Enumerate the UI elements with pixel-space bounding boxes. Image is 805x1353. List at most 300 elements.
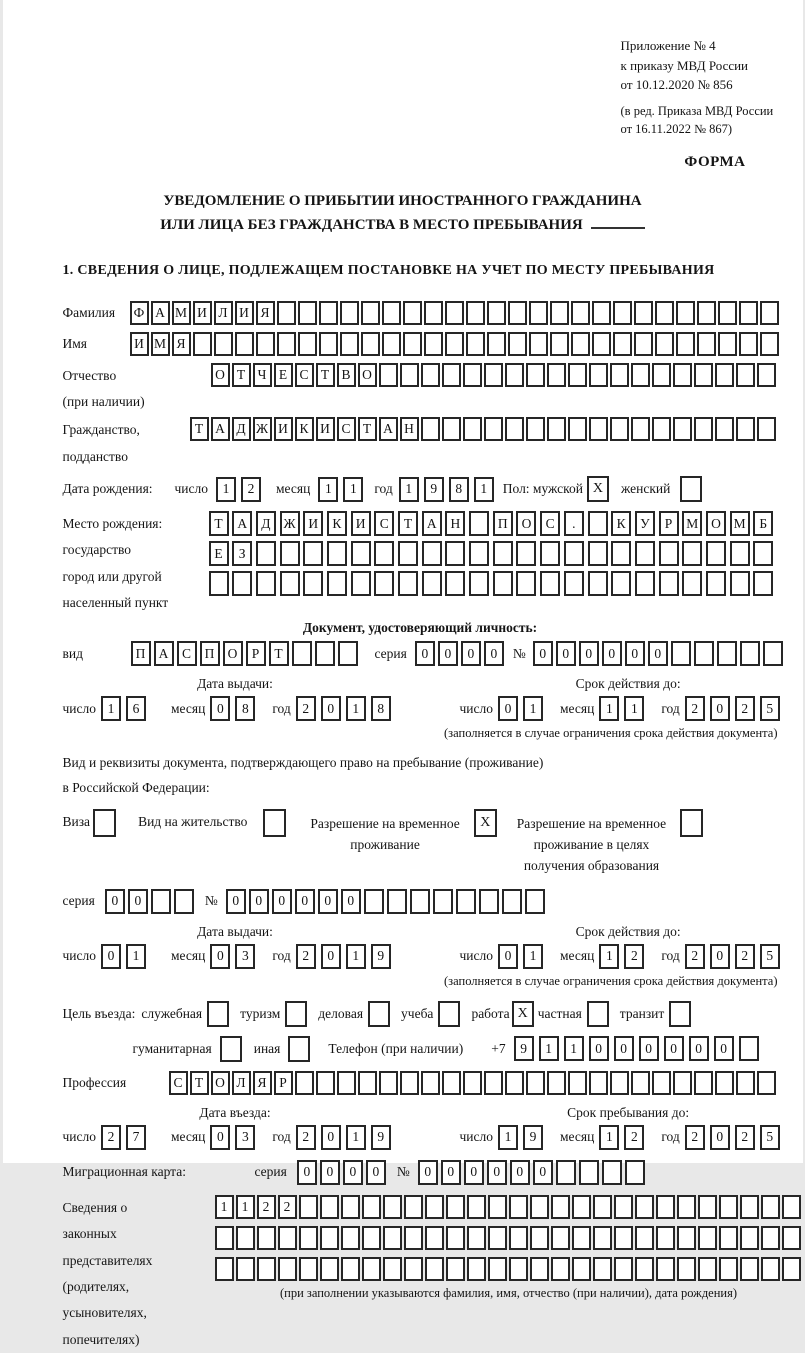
char-cell[interactable]: И: [316, 417, 335, 441]
char-cell[interactable]: К: [611, 511, 631, 536]
char-cell[interactable]: [718, 301, 737, 325]
char-cell[interactable]: [256, 541, 276, 566]
char-cell[interactable]: [592, 332, 611, 356]
char-cell[interactable]: 3: [235, 944, 255, 969]
migration-number-cells[interactable]: [418, 1160, 648, 1185]
char-cell[interactable]: 1: [101, 696, 121, 721]
char-cell[interactable]: [362, 1226, 381, 1250]
char-cell[interactable]: [782, 1257, 801, 1281]
char-cell[interactable]: [719, 1257, 738, 1281]
char-cell[interactable]: [610, 417, 629, 441]
char-cell[interactable]: 0: [710, 696, 730, 721]
char-cell[interactable]: [635, 1257, 654, 1281]
char-cell[interactable]: [718, 332, 737, 356]
char-cell[interactable]: 1: [599, 696, 619, 721]
char-cell[interactable]: И: [130, 332, 149, 356]
char-cell[interactable]: 0: [533, 1160, 553, 1185]
char-cell[interactable]: [488, 1226, 507, 1250]
char-cell[interactable]: [278, 1257, 297, 1281]
char-cell[interactable]: 0: [128, 889, 148, 914]
purpose-private-checkbox[interactable]: [587, 1001, 609, 1027]
char-cell[interactable]: И: [274, 417, 293, 441]
char-cell[interactable]: 0: [343, 1160, 363, 1185]
char-cell[interactable]: [763, 641, 783, 666]
char-cell[interactable]: [382, 301, 401, 325]
char-cell[interactable]: 0: [318, 889, 338, 914]
char-cell[interactable]: [364, 889, 384, 914]
char-cell[interactable]: 2: [101, 1125, 121, 1150]
char-cell[interactable]: 0: [664, 1036, 684, 1061]
char-cell[interactable]: [383, 1226, 402, 1250]
char-cell[interactable]: [424, 301, 443, 325]
phone-cells[interactable]: [514, 1036, 764, 1061]
char-cell[interactable]: О: [223, 641, 243, 666]
permit-valid-month-cells[interactable]: [599, 944, 649, 969]
char-cell[interactable]: [410, 889, 430, 914]
char-cell[interactable]: [509, 1195, 528, 1219]
char-cell[interactable]: [487, 332, 506, 356]
char-cell[interactable]: М: [730, 511, 750, 536]
char-cell[interactable]: Е: [209, 541, 229, 566]
char-cell[interactable]: 0: [226, 889, 246, 914]
sex-male-checkbox[interactable]: X: [587, 476, 609, 502]
char-cell[interactable]: 1: [539, 1036, 559, 1061]
char-cell[interactable]: [547, 1071, 566, 1095]
char-cell[interactable]: С: [177, 641, 197, 666]
char-cell[interactable]: [484, 417, 503, 441]
char-cell[interactable]: [739, 332, 758, 356]
char-cell[interactable]: Р: [659, 511, 679, 536]
char-cell[interactable]: 0: [295, 889, 315, 914]
identity-valid-day-cells[interactable]: [498, 696, 548, 721]
char-cell[interactable]: [694, 1071, 713, 1095]
char-cell[interactable]: М: [151, 332, 170, 356]
char-cell[interactable]: У: [635, 511, 655, 536]
char-cell[interactable]: Т: [190, 417, 209, 441]
char-cell[interactable]: 1: [498, 1125, 518, 1150]
char-cell[interactable]: [303, 541, 323, 566]
char-cell[interactable]: [698, 1195, 717, 1219]
char-cell[interactable]: 0: [487, 1160, 507, 1185]
char-cell[interactable]: Я: [172, 332, 191, 356]
char-cell[interactable]: [351, 541, 371, 566]
char-cell[interactable]: [568, 417, 587, 441]
char-cell[interactable]: [445, 332, 464, 356]
char-cell[interactable]: З: [232, 541, 252, 566]
char-cell[interactable]: [383, 1257, 402, 1281]
permit-number-cells[interactable]: [226, 889, 548, 914]
char-cell[interactable]: 0: [533, 641, 553, 666]
char-cell[interactable]: [592, 301, 611, 325]
char-cell[interactable]: [277, 332, 296, 356]
char-cell[interactable]: [358, 1071, 377, 1095]
char-cell[interactable]: 0: [415, 641, 435, 666]
char-cell[interactable]: [715, 417, 734, 441]
char-cell[interactable]: С: [374, 511, 394, 536]
char-cell[interactable]: [337, 1071, 356, 1095]
char-cell[interactable]: О: [211, 363, 230, 387]
char-cell[interactable]: А: [232, 511, 252, 536]
char-cell[interactable]: [340, 301, 359, 325]
visa-checkbox[interactable]: [93, 809, 116, 837]
char-cell[interactable]: [338, 641, 358, 666]
char-cell[interactable]: [572, 1195, 591, 1219]
char-cell[interactable]: И: [193, 301, 212, 325]
birth-place-cells-row3[interactable]: [209, 571, 778, 596]
char-cell[interactable]: [421, 1071, 440, 1095]
char-cell[interactable]: [550, 301, 569, 325]
char-cell[interactable]: [341, 1195, 360, 1219]
char-cell[interactable]: [673, 1071, 692, 1095]
char-cell[interactable]: 8: [449, 477, 469, 502]
char-cell[interactable]: [740, 1195, 759, 1219]
char-cell[interactable]: 2: [735, 1125, 755, 1150]
char-cell[interactable]: 0: [714, 1036, 734, 1061]
char-cell[interactable]: [593, 1226, 612, 1250]
char-cell[interactable]: [697, 301, 716, 325]
char-cell[interactable]: [442, 1071, 461, 1095]
char-cell[interactable]: [652, 363, 671, 387]
char-cell[interactable]: [316, 1071, 335, 1095]
char-cell[interactable]: 0: [321, 696, 341, 721]
char-cell[interactable]: [588, 571, 608, 596]
char-cell[interactable]: [361, 301, 380, 325]
char-cell[interactable]: [487, 301, 506, 325]
char-cell[interactable]: 9: [371, 944, 391, 969]
identity-issue-day-cells[interactable]: [101, 696, 151, 721]
char-cell[interactable]: [635, 541, 655, 566]
char-cell[interactable]: С: [169, 1071, 188, 1095]
char-cell[interactable]: 1: [346, 944, 366, 969]
identity-issue-year-cells[interactable]: [296, 696, 396, 721]
char-cell[interactable]: [341, 1226, 360, 1250]
char-cell[interactable]: [280, 571, 300, 596]
char-cell[interactable]: [422, 541, 442, 566]
char-cell[interactable]: [505, 363, 524, 387]
char-cell[interactable]: [362, 1195, 381, 1219]
identity-issue-month-cells[interactable]: [210, 696, 260, 721]
char-cell[interactable]: [351, 571, 371, 596]
char-cell[interactable]: [299, 1226, 318, 1250]
char-cell[interactable]: [564, 571, 584, 596]
guardians-cells-row3[interactable]: [215, 1257, 803, 1281]
char-cell[interactable]: [463, 363, 482, 387]
char-cell[interactable]: [403, 301, 422, 325]
surname-cells[interactable]: [130, 301, 781, 325]
doc-kind-cells[interactable]: [131, 641, 361, 666]
char-cell[interactable]: [610, 363, 629, 387]
char-cell[interactable]: 0: [602, 641, 622, 666]
char-cell[interactable]: Р: [274, 1071, 293, 1095]
char-cell[interactable]: [715, 1071, 734, 1095]
char-cell[interactable]: 2: [624, 1125, 644, 1150]
char-cell[interactable]: [694, 363, 713, 387]
char-cell[interactable]: 1: [126, 944, 146, 969]
char-cell[interactable]: [530, 1226, 549, 1250]
char-cell[interactable]: 0: [210, 1125, 230, 1150]
char-cell[interactable]: 9: [514, 1036, 534, 1061]
char-cell[interactable]: Т: [398, 511, 418, 536]
guardians-cells-row1[interactable]: [215, 1195, 803, 1219]
char-cell[interactable]: 6: [126, 696, 146, 721]
char-cell[interactable]: Т: [209, 511, 229, 536]
char-cell[interactable]: 0: [418, 1160, 438, 1185]
birth-place-cells-row2[interactable]: [209, 541, 778, 566]
char-cell[interactable]: [398, 571, 418, 596]
char-cell[interactable]: [635, 1195, 654, 1219]
char-cell[interactable]: [682, 541, 702, 566]
purpose-humanitarian-checkbox[interactable]: [220, 1036, 242, 1062]
char-cell[interactable]: [469, 541, 489, 566]
char-cell[interactable]: [740, 641, 760, 666]
char-cell[interactable]: [298, 301, 317, 325]
char-cell[interactable]: Р: [246, 641, 266, 666]
char-cell[interactable]: 1: [215, 1195, 234, 1219]
char-cell[interactable]: [611, 571, 631, 596]
char-cell[interactable]: [505, 1071, 524, 1095]
guardians-cells-row2[interactable]: [215, 1226, 803, 1250]
char-cell[interactable]: [505, 417, 524, 441]
char-cell[interactable]: [706, 571, 726, 596]
char-cell[interactable]: [611, 541, 631, 566]
char-cell[interactable]: [579, 1160, 599, 1185]
char-cell[interactable]: [610, 1071, 629, 1095]
patronymic-cells[interactable]: [211, 363, 778, 387]
char-cell[interactable]: [760, 301, 779, 325]
char-cell[interactable]: [526, 363, 545, 387]
char-cell[interactable]: [340, 332, 359, 356]
char-cell[interactable]: [257, 1226, 276, 1250]
char-cell[interactable]: 0: [639, 1036, 659, 1061]
char-cell[interactable]: А: [154, 641, 174, 666]
char-cell[interactable]: [671, 641, 691, 666]
char-cell[interactable]: [677, 1226, 696, 1250]
char-cell[interactable]: [706, 541, 726, 566]
char-cell[interactable]: Т: [269, 641, 289, 666]
char-cell[interactable]: [404, 1257, 423, 1281]
char-cell[interactable]: С: [295, 363, 314, 387]
permit-series-cells[interactable]: [105, 889, 197, 914]
char-cell[interactable]: [540, 571, 560, 596]
char-cell[interactable]: 1: [236, 1195, 255, 1219]
char-cell[interactable]: [631, 363, 650, 387]
char-cell[interactable]: [215, 1226, 234, 1250]
char-cell[interactable]: [425, 1226, 444, 1250]
char-cell[interactable]: 0: [498, 696, 518, 721]
char-cell[interactable]: [682, 571, 702, 596]
char-cell[interactable]: [298, 332, 317, 356]
char-cell[interactable]: 0: [366, 1160, 386, 1185]
char-cell[interactable]: 0: [321, 944, 341, 969]
char-cell[interactable]: [782, 1195, 801, 1219]
char-cell[interactable]: [319, 301, 338, 325]
char-cell[interactable]: 0: [320, 1160, 340, 1185]
char-cell[interactable]: 0: [105, 889, 125, 914]
char-cell[interactable]: [593, 1257, 612, 1281]
char-cell[interactable]: [382, 332, 401, 356]
char-cell[interactable]: 3: [235, 1125, 255, 1150]
char-cell[interactable]: [757, 1071, 776, 1095]
char-cell[interactable]: О: [211, 1071, 230, 1095]
identity-valid-month-cells[interactable]: [599, 696, 649, 721]
char-cell[interactable]: [719, 1195, 738, 1219]
char-cell[interactable]: [556, 1160, 576, 1185]
char-cell[interactable]: К: [327, 511, 347, 536]
char-cell[interactable]: 0: [625, 641, 645, 666]
char-cell[interactable]: [568, 1071, 587, 1095]
char-cell[interactable]: [516, 571, 536, 596]
char-cell[interactable]: [673, 417, 692, 441]
char-cell[interactable]: [613, 332, 632, 356]
char-cell[interactable]: [403, 332, 422, 356]
char-cell[interactable]: [652, 417, 671, 441]
char-cell[interactable]: 0: [210, 696, 230, 721]
char-cell[interactable]: [463, 417, 482, 441]
char-cell[interactable]: [593, 1195, 612, 1219]
char-cell[interactable]: 0: [341, 889, 361, 914]
char-cell[interactable]: 5: [760, 1125, 780, 1150]
char-cell[interactable]: Т: [358, 417, 377, 441]
entry-month-cells[interactable]: [210, 1125, 260, 1150]
entry-day-cells[interactable]: [101, 1125, 151, 1150]
purpose-business-checkbox[interactable]: [368, 1001, 390, 1027]
char-cell[interactable]: 0: [297, 1160, 317, 1185]
char-cell[interactable]: [467, 1195, 486, 1219]
char-cell[interactable]: [299, 1257, 318, 1281]
char-cell[interactable]: [387, 889, 407, 914]
char-cell[interactable]: [215, 1257, 234, 1281]
char-cell[interactable]: [488, 1257, 507, 1281]
char-cell[interactable]: Е: [274, 363, 293, 387]
char-cell[interactable]: [656, 1257, 675, 1281]
char-cell[interactable]: И: [351, 511, 371, 536]
char-cell[interactable]: [550, 332, 569, 356]
char-cell[interactable]: Л: [232, 1071, 251, 1095]
char-cell[interactable]: 0: [556, 641, 576, 666]
char-cell[interactable]: [625, 1160, 645, 1185]
char-cell[interactable]: 0: [498, 944, 518, 969]
char-cell[interactable]: [614, 1195, 633, 1219]
char-cell[interactable]: Л: [214, 301, 233, 325]
char-cell[interactable]: [493, 541, 513, 566]
char-cell[interactable]: 2: [624, 944, 644, 969]
char-cell[interactable]: М: [682, 511, 702, 536]
char-cell[interactable]: [694, 417, 713, 441]
char-cell[interactable]: 2: [296, 944, 316, 969]
char-cell[interactable]: [530, 1257, 549, 1281]
entry-year-cells[interactable]: [296, 1125, 396, 1150]
char-cell[interactable]: [446, 1195, 465, 1219]
char-cell[interactable]: [551, 1195, 570, 1219]
char-cell[interactable]: [530, 1195, 549, 1219]
char-cell[interactable]: О: [358, 363, 377, 387]
char-cell[interactable]: [327, 571, 347, 596]
char-cell[interactable]: [256, 332, 275, 356]
char-cell[interactable]: [757, 417, 776, 441]
char-cell[interactable]: [655, 332, 674, 356]
char-cell[interactable]: [760, 332, 779, 356]
profession-cells[interactable]: [169, 1071, 778, 1095]
stay-month-cells[interactable]: [599, 1125, 649, 1150]
char-cell[interactable]: [488, 1195, 507, 1219]
char-cell[interactable]: [466, 332, 485, 356]
char-cell[interactable]: [659, 571, 679, 596]
char-cell[interactable]: [588, 511, 608, 536]
citizenship-cells[interactable]: [190, 417, 778, 441]
purpose-work-checkbox[interactable]: X: [512, 1001, 534, 1027]
char-cell[interactable]: 2: [296, 1125, 316, 1150]
char-cell[interactable]: [446, 1226, 465, 1250]
char-cell[interactable]: [740, 1257, 759, 1281]
char-cell[interactable]: А: [211, 417, 230, 441]
char-cell[interactable]: [379, 363, 398, 387]
stay-year-cells[interactable]: [685, 1125, 785, 1150]
char-cell[interactable]: 2: [296, 696, 316, 721]
char-cell[interactable]: [509, 1226, 528, 1250]
char-cell[interactable]: И: [303, 511, 323, 536]
char-cell[interactable]: [659, 541, 679, 566]
char-cell[interactable]: [442, 417, 461, 441]
char-cell[interactable]: 1: [599, 1125, 619, 1150]
char-cell[interactable]: [551, 1257, 570, 1281]
char-cell[interactable]: [516, 541, 536, 566]
char-cell[interactable]: 0: [438, 641, 458, 666]
char-cell[interactable]: 5: [760, 696, 780, 721]
char-cell[interactable]: 0: [210, 944, 230, 969]
char-cell[interactable]: [571, 301, 590, 325]
char-cell[interactable]: 1: [346, 1125, 366, 1150]
char-cell[interactable]: [677, 1257, 696, 1281]
char-cell[interactable]: [572, 1257, 591, 1281]
char-cell[interactable]: 1: [346, 696, 366, 721]
char-cell[interactable]: [589, 417, 608, 441]
char-cell[interactable]: 1: [599, 944, 619, 969]
permit-issue-day-cells[interactable]: [101, 944, 151, 969]
char-cell[interactable]: Я: [256, 301, 275, 325]
char-cell[interactable]: [717, 641, 737, 666]
char-cell[interactable]: [652, 1071, 671, 1095]
char-cell[interactable]: И: [235, 301, 254, 325]
char-cell[interactable]: [493, 571, 513, 596]
char-cell[interactable]: 5: [760, 944, 780, 969]
char-cell[interactable]: 1: [523, 944, 543, 969]
char-cell[interactable]: [739, 1036, 759, 1061]
char-cell[interactable]: [753, 541, 773, 566]
char-cell[interactable]: [379, 1071, 398, 1095]
char-cell[interactable]: [445, 541, 465, 566]
birth-year-cells[interactable]: [399, 477, 499, 502]
char-cell[interactable]: [635, 571, 655, 596]
char-cell[interactable]: 2: [257, 1195, 276, 1219]
char-cell[interactable]: [256, 571, 276, 596]
char-cell[interactable]: [588, 541, 608, 566]
char-cell[interactable]: 0: [461, 641, 481, 666]
doc-series-cells[interactable]: [415, 641, 507, 666]
char-cell[interactable]: А: [151, 301, 170, 325]
char-cell[interactable]: 9: [424, 477, 444, 502]
char-cell[interactable]: 2: [241, 477, 261, 502]
identity-valid-year-cells[interactable]: [685, 696, 785, 721]
char-cell[interactable]: [383, 1195, 402, 1219]
char-cell[interactable]: [571, 332, 590, 356]
char-cell[interactable]: [404, 1195, 423, 1219]
char-cell[interactable]: [400, 1071, 419, 1095]
char-cell[interactable]: [631, 1071, 650, 1095]
char-cell[interactable]: [484, 1071, 503, 1095]
char-cell[interactable]: 1: [624, 696, 644, 721]
char-cell[interactable]: [502, 889, 522, 914]
char-cell[interactable]: 0: [441, 1160, 461, 1185]
